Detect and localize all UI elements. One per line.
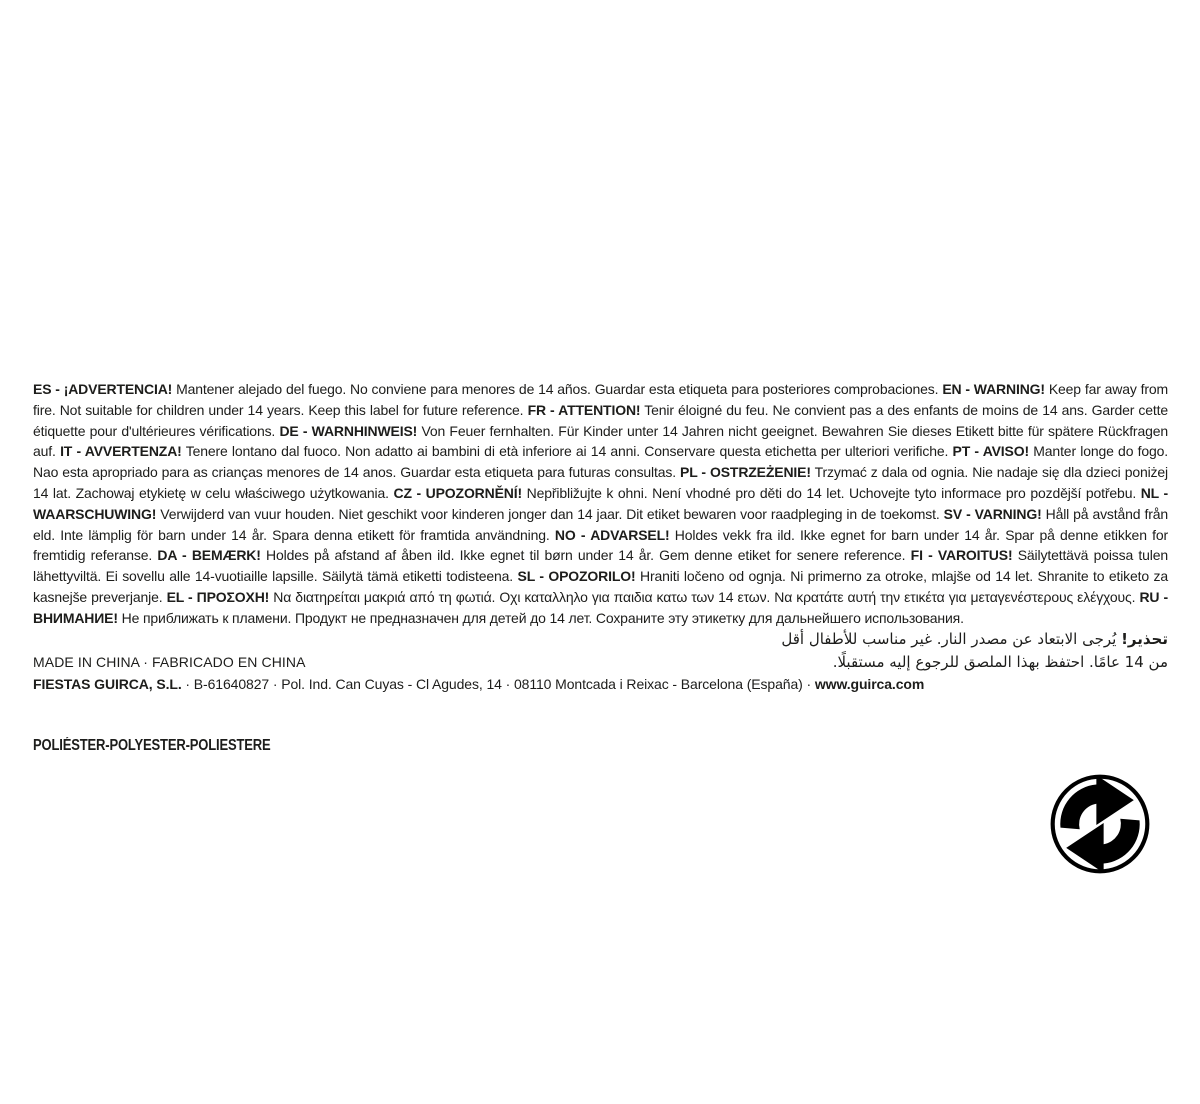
material-composition-line: POLIÉSTER-POLYESTER-POLIESTERE (33, 737, 271, 754)
arabic-warning-line: تحذير! يُرجى الابتعاد عن مصدر النار. غير مناسب للأطفال أقل (781, 630, 1168, 648)
made-in-china-line: MADE IN CHINA · FABRICADO EN CHINA (33, 654, 306, 670)
manufacturer-address-line: FIESTAS GUIRCA, S.L. · B-61640827 · Pol. Ind. Can Cuyas - Cl Agudes, 14 · 08110 Montcada i Reixac - Barcelona (España) · www.guirca.com (33, 676, 925, 692)
multilingual-warning-paragraph: ES - ¡ADVERTENCIA! Mantener alejado del fuego. No conviene para menores de 14 años. Guardar esta etiqueta para posteriores comprobaciones. EN - WARNING! Keep far away from fire. Not suitable for children under 14 years. Keep this label for future reference. FR - ATTENTION! Tenir éloigné du feu. Ne convient pas a des enfants de moins de 14 ans. Garder cette étiquette pour d'ultérieures vérifications. DE - WARNHINWEIS! Von Feuer fernhalten. Für Kinder unter 14 Jahren nicht geeignet. Bewahren Sie dieses Etikett bitte für spätere Rückfragen auf. IT - AVVERTENZA! Tenere lontano dal fuoco. Non adatto ai bambini di età inferiore ai 14 anni. Conservare questa etichetta per ulteriori verifiche. PT - AVISO! Manter longe do fogo. Nao esta apropriado para as crianças menores de 14 anos. Guardar esta etiqueta para futuras consultas. PL - OSTRZEŻENIE! Trzymać z dala od ognia. Nie nadaje się dla dzieci poniżej 14 lat. Zachowaj etykietę w celu właściwego użytkowania. CZ - UPOZORNĚNÍ! Nepřibližujte k ohni. Není vhodné pro děti do 14 let. Uchovejte tyto informace pro pozdější potřebu. NL - WAARSCHUWING! Verwijderd van vuur houden. Niet geschikt voor kinderen jonger dan 14 jaar. Dit etiket bewaren voor raadpleging in de toekomst. SV - VARNING! Håll på avstånd från eld. Inte lämplig för barn under 14 år. Spara denna etikett för framtida användning. NO - ADVARSEL! Holdes vekk fra ild. Ikke egnet for barn under 14 år. Spar på denne etikken for fremtidig referanse. DA - BEMÆRK! Holdes på afstand af åben ild. Ikke egnet til børn under 14 år. Gem denne etiket for senere reference. FI - VAROITUS! Säilytettävä poissa tulen lähettyviltä. Ei sovellu alle 14-vuotiaille lapsille. Säilytä tämä etiketti todisteena. SL - OPOZORILO! Hraniti ločeno od ognja. Ni primerno za otroke, mlajše od 14 let. Shranite to etiketo za kasnejše preverjanje. EL - ΠΡΟΣΟΧΗ! Να διατηρείται μακριά από τη φωτιά. Οχι καταλληλο για παιδια κατω των 14 ετων. Να κρατάτε αυτή την ετικέτα για μεταγενέστερους ελέγχους. RU - ВНИМАНИЕ! Не приближать к пламени. Продукт не предназначен для детей до 14 лет. Сохраните эту этикетку для дальнейшего использования. (33, 381, 1169, 626)
green-dot-recycling-icon (1048, 772, 1152, 876)
arabic-warning-line: من 14 عامًا. احتفظ بهذا الملصق للرجوع إليه مستقبلًا. (832, 653, 1168, 671)
arabic-warning-block (781, 628, 1168, 674)
